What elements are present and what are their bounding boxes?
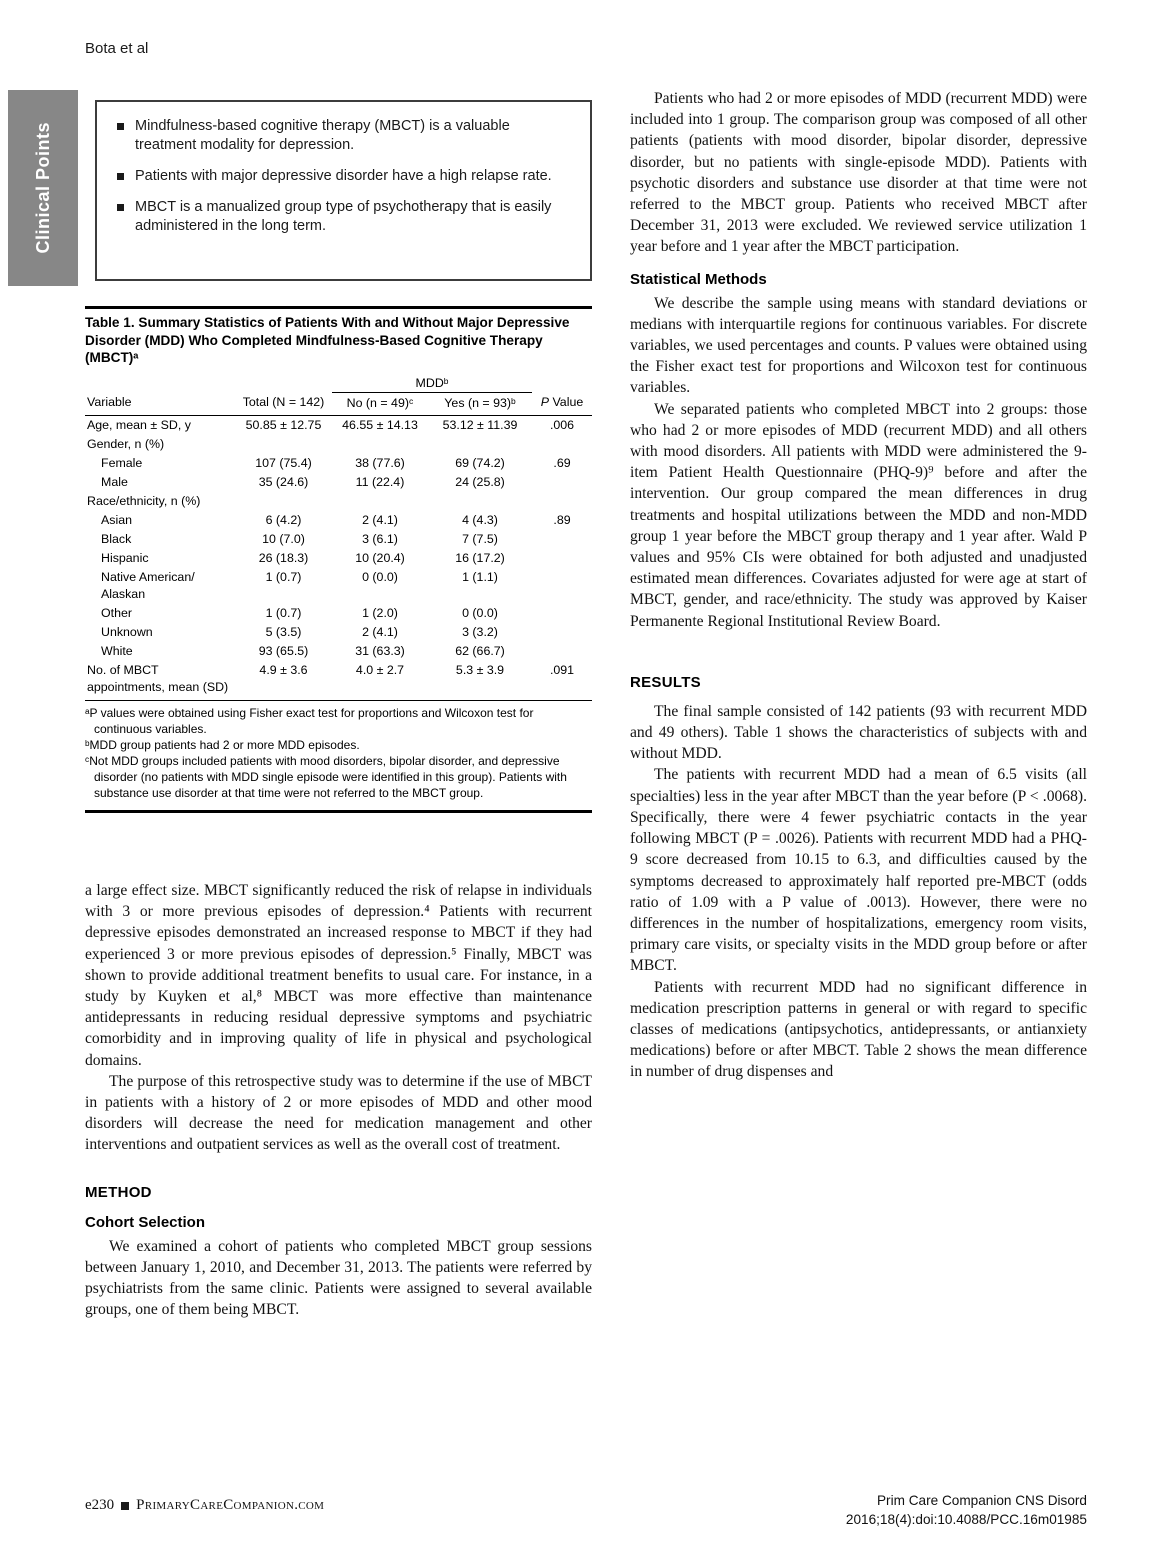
clinical-point-item: [117, 198, 568, 236]
journal-name: Prim Care Companion CNS Disord: [876, 1493, 1087, 1508]
clinical-point-item: [117, 167, 568, 186]
cell-yes: 24 (25.8): [455, 474, 505, 489]
cell-p: .69: [553, 455, 571, 470]
running-head: Bota et al: [85, 40, 149, 57]
cell-total: 35 (24.6): [258, 474, 309, 489]
cell-p: [532, 473, 592, 492]
col-header-pvalue: [532, 392, 592, 415]
table-row: [85, 435, 592, 454]
clinical-point-text: Patients with major depressive disorder have a high relapse rate.: [135, 168, 552, 184]
paragraph-stat2: We separated patients who completed MBCT into 2 groups: those who had 2 or more episodes of MDD (recurrent MDD) and all others with mood disorders. All patients with MDD were administered the 9-item Patient Health Questionnaire (PHQ-9)⁹ before and after the intervention. Our group compared the mean differences in drug treatments and hospital utilizations between the MDD and non-MDD group 1 year before the MBCT group therapy and 1 year after. Wald P values and 95% CIs were obtained for both adjusted and unadjusted estimated mean differences. Covariates adjusted for were age at start of MBCT, gender, and race/ethnicity. The study was approved by Kaiser Permanente Regional Institutional Review Board.: [630, 400, 1087, 630]
cell-p: [532, 568, 592, 604]
table1-title: Table 1. Summary Statistics of Patients With and Without Major Depressive Disorder (MDD) Who Completed Mindfulness-Based Cognitive Therapy (MBCT)ᵃ: [85, 315, 570, 365]
cell-yes: 53.12 ± 11.39: [442, 417, 518, 432]
cell-p: [532, 604, 592, 623]
paragraph-results3: Patients with recurrent MDD had no significant difference in medication prescription patterns in general or with regard to specific classes of medications (antipsychotics, antidepressants, or antianxiety medications) before or after MBCT. Table 2 shows the mean difference in number of drug dispenses and: [630, 978, 1087, 1081]
paragraph-cohort: We examined a cohort of patients who completed MBCT group sessions between January 1, 2010, and December 31, 2013. The patients were referred by psychiatrists from the same clinic. Patients were assigned to several available groups, one of them being MBCT.: [85, 1237, 592, 1319]
cell-no: 2 (4.1): [362, 512, 398, 527]
cell-total: 10 (7.0): [262, 531, 305, 546]
journal-doi: 2016;18(4):doi:10.4088/PCC.16m01985: [845, 1511, 1087, 1527]
cell-no: [332, 492, 428, 511]
cell-no: 46.55 ± 14.13: [342, 417, 418, 432]
cell-yes: 3 (3.2): [462, 624, 498, 639]
cell-label: Age, mean ± SD, y: [87, 417, 191, 432]
spacer-cell: [532, 374, 592, 393]
paragraph-continuation: a large effect size. MBCT significantly reduced the risk of relapse in individuals with 3 or more previous episodes of depression.⁴ Patients with recurrent depressive episodes demonstrated an increased response to MBCT if they had experienced 3 or more previous episodes of depression.⁵ Finally, MBCT was shown to provide additional treatment benefits to usual care. For instance, in a study by Kuyken et al,⁸ MBCT was more effective than maintenance antidepressants in reducing residual depressive symptoms and psychiatric comorbidity and in improving quality of life in physical and psychological domains.: [85, 882, 592, 1069]
table-row: [85, 568, 592, 604]
right-column: [630, 88, 1087, 1083]
cell-p: [532, 623, 592, 642]
cell-yes: 5.3 ± 3.9: [428, 661, 532, 701]
table1-mdd-group-header: MDDᵇ: [332, 374, 532, 393]
cell-yes: 4 (4.3): [462, 512, 498, 527]
cell-label: Female: [101, 455, 143, 470]
bullet-square-icon: [117, 123, 124, 130]
side-tab-label: Clinical Points: [32, 122, 53, 254]
col-header-variable: Variable: [85, 392, 235, 415]
clinical-point-text: MBCT is a manualized group type of psychotherapy that is easily administered in the long term.: [135, 199, 552, 234]
cell-p: [532, 549, 592, 568]
section-heading-results: RESULTS: [630, 673, 701, 691]
cell-label: Asian: [101, 512, 132, 527]
cell-total: 50.85 ± 12.75: [245, 417, 322, 432]
cell-p: .89: [553, 512, 571, 527]
cell-yes: 69 (74.2): [455, 455, 505, 470]
cell-no: 31 (63.3): [355, 643, 405, 658]
col-header-yes: Yes (n = 93)ᵇ: [428, 392, 532, 415]
cell-no: 11 (22.4): [355, 474, 405, 489]
paragraph-results2: The patients with recurrent MDD had a mean of 6.5 visits (all specialties) less in the year after MBCT than the year before (P < .0068). Specifically, there were 4 fewer psychiatric contacts in the year following MBCT (P = .0026). Patients with recurrent MDD had a PHQ-9 score decreased from 10.15 to 6.3, and difficulties caused by the symptoms decreased to approximately half reported pre-MBCT (odds ratio of 1.09 with a P value of .0013). However, there were no differences in the number of hospitalizations, emergency room visits, primary care visits, or specialty visits in the MDD group before or after MBCT.: [630, 766, 1087, 975]
table1: [85, 374, 592, 701]
paragraph-results1: The final sample consisted of 142 patients (93 with recurrent MDD and 49 others). Table 1 shows the characteristics of subjects with and without MDD.: [630, 702, 1087, 763]
p-rest: Value: [549, 395, 584, 409]
cell-total: 26 (18.3): [258, 550, 309, 565]
footer-square-icon: [121, 1502, 129, 1510]
clinical-point-text: Mindfulness-based cognitive therapy (MBCT) is a valuable treatment modality for depression.: [135, 118, 510, 153]
cell-yes: 0 (0.0): [462, 605, 498, 620]
subsection-heading-cohort-selection: Cohort Selection: [85, 1213, 206, 1231]
cell-no: 0 (0.0): [362, 569, 398, 584]
paragraph-stat1: We describe the sample using means with standard deviations or medians with interquartile regions for continuous variables. For discrete variables, we used percentages and counts. P values were obtained using the Fisher exact test for proportions and Wilcoxon test for continuous variables.: [630, 294, 1087, 397]
cell-label: Male: [101, 474, 128, 489]
cell-p: [532, 492, 592, 511]
cell-no: 4.0 ± 2.7: [332, 661, 428, 701]
table-row: [85, 623, 592, 642]
cell-p: .006: [549, 417, 575, 432]
paragraph-purpose: The purpose of this retrospective study was to determine if the use of MBCT in patients with a history of 2 or more episodes of MDD and other mood disorders will decrease the need for medication management and other interventions and outpatient services as well as the overall cost of treatment.: [85, 1072, 592, 1154]
cell-total: 1 (0.7): [265, 605, 302, 620]
cell-yes: [428, 492, 532, 511]
table-row: [85, 549, 592, 568]
cell-label: Unknown: [101, 624, 153, 639]
section-heading-method: METHOD: [85, 1183, 152, 1201]
cell-no: 1 (2.0): [362, 605, 398, 620]
clinical-points-box: [95, 100, 592, 281]
spacer-cell: [85, 374, 235, 393]
footer-right: [846, 1492, 1087, 1529]
paragraph-groups: Patients who had 2 or more episodes of MDD (recurrent MDD) were included into 1 group. The comparison group was composed of all other patients (patients with mood disorder, bipolar disorder, depressive disorder, but no patients with single-episode MDD). Patients with psychotic disorders and substance use disorder at that time were not referred to the MBCT group. Patients who received MBCT after December 31, 2013 were excluded. We reviewed service utilization 1 year before and 1 year after the MBCT participation.: [630, 90, 1087, 256]
cell-p: .091: [532, 661, 592, 701]
cell-no: 2 (4.1): [362, 624, 398, 639]
cell-total: 93 (65.5): [258, 643, 309, 658]
left-column: [85, 880, 592, 1320]
cell-no: 10 (20.4): [355, 550, 405, 565]
p-italic: P: [540, 395, 550, 409]
cell-total: [235, 492, 332, 511]
clinical-points-side-tab: [8, 90, 78, 286]
cell-label: Other: [101, 605, 132, 620]
cell-yes: 62 (66.7): [455, 643, 505, 658]
cell-yes: 7 (7.5): [462, 531, 498, 546]
table-row: [85, 530, 592, 549]
table-row: [85, 415, 592, 435]
table-row: [85, 454, 592, 473]
table-row: [85, 604, 592, 623]
col-header-no: No (n = 49)ᶜ: [332, 392, 428, 415]
page-number: e230: [85, 1497, 115, 1513]
clinical-point-item: [117, 117, 568, 155]
cell-label: Native American/ Alaskan: [101, 569, 195, 601]
cell-label: Black: [101, 531, 132, 546]
cell-total: 5 (3.5): [265, 624, 302, 639]
subsection-heading-statistical-methods: Statistical Methods: [630, 270, 767, 288]
cell-total: 107 (75.4): [255, 455, 312, 470]
cell-no: 38 (77.6): [355, 455, 405, 470]
table-row: [85, 473, 592, 492]
table1-header-row: [85, 392, 592, 415]
cell-yes: [428, 435, 532, 454]
cell-p: [532, 642, 592, 661]
cell-label: White: [101, 643, 133, 658]
cell-label: No. of MBCT appointments, mean (SD): [85, 661, 235, 701]
col-header-total: Total (N = 142): [235, 392, 332, 415]
table1-block: [85, 306, 592, 813]
spacer-cell: [235, 374, 332, 393]
cell-total: 1 (0.7): [265, 569, 302, 584]
cell-yes: 1 (1.1): [462, 569, 498, 584]
table1-footnotes: [85, 701, 592, 810]
footer-site: PrimaryCareCompanion.com: [136, 1497, 325, 1513]
table-row: [85, 642, 592, 661]
table1-spanner-row: [85, 374, 592, 393]
cell-no: 3 (6.1): [362, 531, 398, 546]
cell-label: Hispanic: [101, 550, 149, 565]
footnote: ᵃP values were obtained using Fisher exact test for proportions and Wilcoxon test for continuous variables.: [85, 705, 534, 736]
cell-label: Race/ethnicity, n (%): [87, 493, 201, 508]
cell-total: 4.9 ± 3.6: [235, 661, 332, 701]
cell-total: 6 (4.2): [265, 512, 302, 527]
table-row: [85, 661, 592, 701]
bullet-square-icon: [117, 204, 124, 211]
footer-left: [85, 1497, 324, 1514]
cell-p: [532, 435, 592, 454]
cell-p: [532, 530, 592, 549]
table-row: [85, 492, 592, 511]
footnote: ᶜNot MDD groups included patients with mood disorders, bipolar disorder, and depressive disorder (no patients with MDD single episode were identified in this group). Patients with substance use disorder at that time were not referred to the MBCT group.: [85, 753, 567, 800]
footnote: ᵇMDD group patients had 2 or more MDD episodes.: [85, 737, 360, 752]
cell-no: [332, 435, 428, 454]
cell-label: Gender, n (%): [87, 436, 165, 451]
bullet-square-icon: [117, 173, 124, 180]
cell-total: [235, 435, 332, 454]
table-row: [85, 511, 592, 530]
cell-yes: 16 (17.2): [455, 550, 505, 565]
